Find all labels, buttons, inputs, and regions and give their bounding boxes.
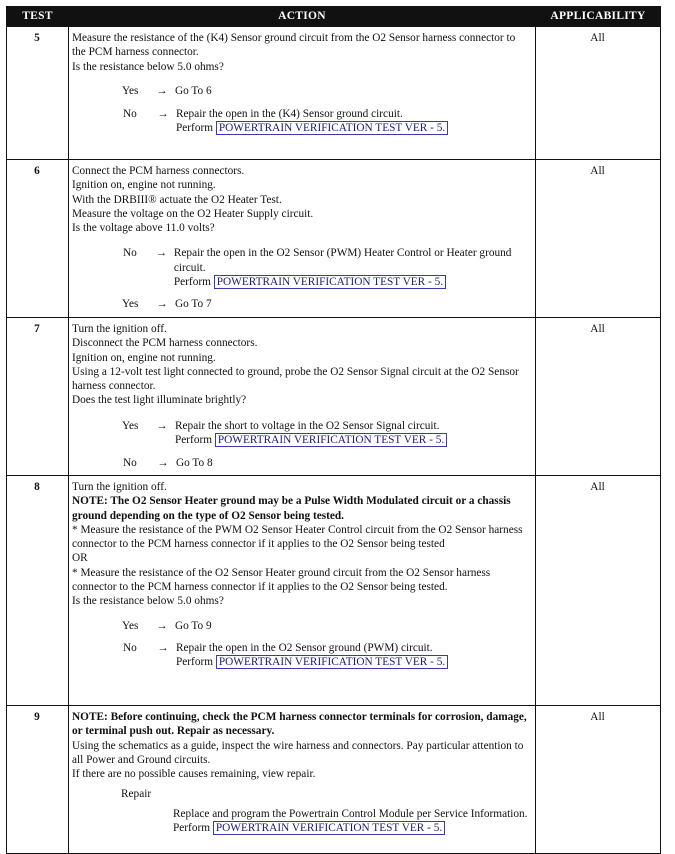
arrow-icon: → [157,457,169,470]
action-question: Is the resistance below 5.0 ohms? [72,595,224,608]
perform-line [176,121,448,135]
arrow-icon: → [157,641,169,654]
result-repair-text: Repair the open in the (K4) Sensor ground circuit. [176,108,403,121]
perform-line [173,821,531,835]
action-cell [69,27,536,160]
test-number: 5 [7,27,69,160]
table-row-test-7 [7,318,661,476]
result-repair-text: Repair the short to voltage in the O2 Sensor Signal circuit. [175,419,440,432]
table-header-row [7,7,661,27]
perform-label: Perform [176,656,214,669]
result-label: No [123,457,137,470]
action-text: OR [72,552,88,565]
action-cell [69,160,536,318]
result-label: No [123,108,137,121]
verification-test-link[interactable]: POWERTRAIN VERIFICATION TEST VER - 5. [216,121,448,135]
applicability-value: All [536,318,661,476]
result-label: Yes [122,84,139,97]
perform-label: Perform [175,434,213,447]
result-no [72,456,531,470]
test-number: 6 [7,160,69,318]
perform-line [174,275,531,289]
action-text: * Measure the resistance of the PWM O2 Sensor Heater Control circuit from the O2 Sensor harness connector to the PCM harness connector if it applies to the O2 Sensor being tested [72,523,523,551]
result-repair-text: Repair the open in the O2 Sensor ground (PWM) circuit. [176,641,433,654]
action-note: NOTE: Before continuing, check the PCM harness connector terminals for corrosion, damage, or terminal push out. Repair as necessary. [72,711,527,738]
result-no [72,107,531,136]
result-yes [72,419,531,448]
arrow-icon: → [156,298,168,311]
action-text: Turn the ignition off. [72,481,167,493]
result-yes [72,297,531,311]
repair-text: Replace and program the Powertrain Control Module per Service Information. [173,807,528,820]
verification-test-link[interactable]: POWERTRAIN VERIFICATION TEST VER - 5. [214,275,446,289]
result-no [72,246,531,289]
result-text: Go To 9 [175,619,212,632]
header-action: ACTION [69,7,536,27]
action-text: Disconnect the PCM harness connectors. [72,337,258,350]
action-text: Using the schematics as a guide, inspect the wire harness and connectors. Pay particular attention to all Power and Ground circuits. [72,739,524,766]
result-label: No [123,247,137,260]
perform-label: Perform [173,822,211,835]
table-row-test-6 [7,160,661,318]
result-yes [72,619,531,633]
action-cell [69,476,536,706]
applicability-value: All [536,706,661,854]
result-text: Go To 6 [175,84,212,97]
repair-body [72,807,531,836]
action-question: Is the voltage above 11.0 volts? [72,222,215,235]
action-text: Ignition on, engine not running. [72,351,216,364]
result-text [176,107,448,136]
action-question: Does the test light illuminate brightly? [72,394,247,407]
perform-line [175,433,447,447]
table-row-test-8 [7,476,661,706]
test-number: 8 [7,476,69,706]
perform-line [176,655,448,669]
result-text: Go To 7 [175,298,212,311]
arrow-icon: → [156,619,168,632]
action-text: With the DRBIII® actuate the O2 Heater Test. [72,193,282,206]
diagnostic-table [6,6,661,854]
applicability-value: All [536,476,661,706]
verification-test-link[interactable]: POWERTRAIN VERIFICATION TEST VER - 5. [213,821,445,835]
result-label: Yes [122,619,139,632]
table-row-test-9 [7,706,661,854]
action-text: Measure the voltage on the O2 Heater Supply circuit. [72,207,314,220]
result-repair-text: Repair the open in the O2 Sensor (PWM) Heater Control or Heater ground circuit. [173,247,512,274]
result-text [174,246,531,289]
arrow-icon: → [157,108,169,121]
result-text [175,419,447,448]
action-cell [69,706,536,854]
action-question: Is the resistance below 5.0 ohms? [72,60,224,73]
verification-test-link[interactable]: POWERTRAIN VERIFICATION TEST VER - 5. [215,433,447,447]
action-text: Turn the ignition off. [72,323,167,335]
action-note: NOTE: The O2 Sensor Heater ground may be a Pulse Width Modulated circuit or a chassis ground depending on the type of O2 Sensor being tested. [72,495,511,522]
action-text: Using a 12-volt test light connected to ground, probe the O2 Sensor Signal circuit at the O2 Sensor harness connector. [72,365,519,393]
result-label: Yes [122,298,139,311]
action-text: Measure the resistance of the (K4) Sensor ground circuit from the O2 Sensor harness connector to the PCM harness connector. [72,32,516,59]
arrow-icon: → [156,419,168,432]
applicability-value: All [536,160,661,318]
test-number: 7 [7,318,69,476]
action-cell [69,318,536,476]
header-test: TEST [7,7,69,27]
arrow-icon: → [156,84,168,97]
header-applicability: APPLICABILITY [536,7,661,27]
applicability-value: All [536,27,661,160]
result-label: Yes [122,419,139,432]
perform-label: Perform [176,122,214,135]
result-text: Go To 8 [176,457,213,470]
action-text: Connect the PCM harness connectors. [72,165,245,177]
action-text: If there are no possible causes remaining, view repair. [72,768,316,781]
table-row-test-5 [7,27,661,160]
result-yes [72,84,531,98]
action-text: Ignition on, engine not running. [72,179,216,192]
result-label: No [123,641,137,654]
test-number: 9 [7,706,69,854]
result-no [72,641,531,670]
arrow-icon: → [155,247,168,260]
verification-test-link[interactable]: POWERTRAIN VERIFICATION TEST VER - 5. [216,655,448,669]
result-text [176,641,448,670]
repair-label: Repair [121,788,152,801]
action-text: * Measure the resistance of the O2 Sensor Heater ground circuit from the O2 Sensor harness connector to the PCM harness connector if it applies to the O2 Sensor being tested. [72,566,491,594]
perform-label: Perform [173,276,211,289]
